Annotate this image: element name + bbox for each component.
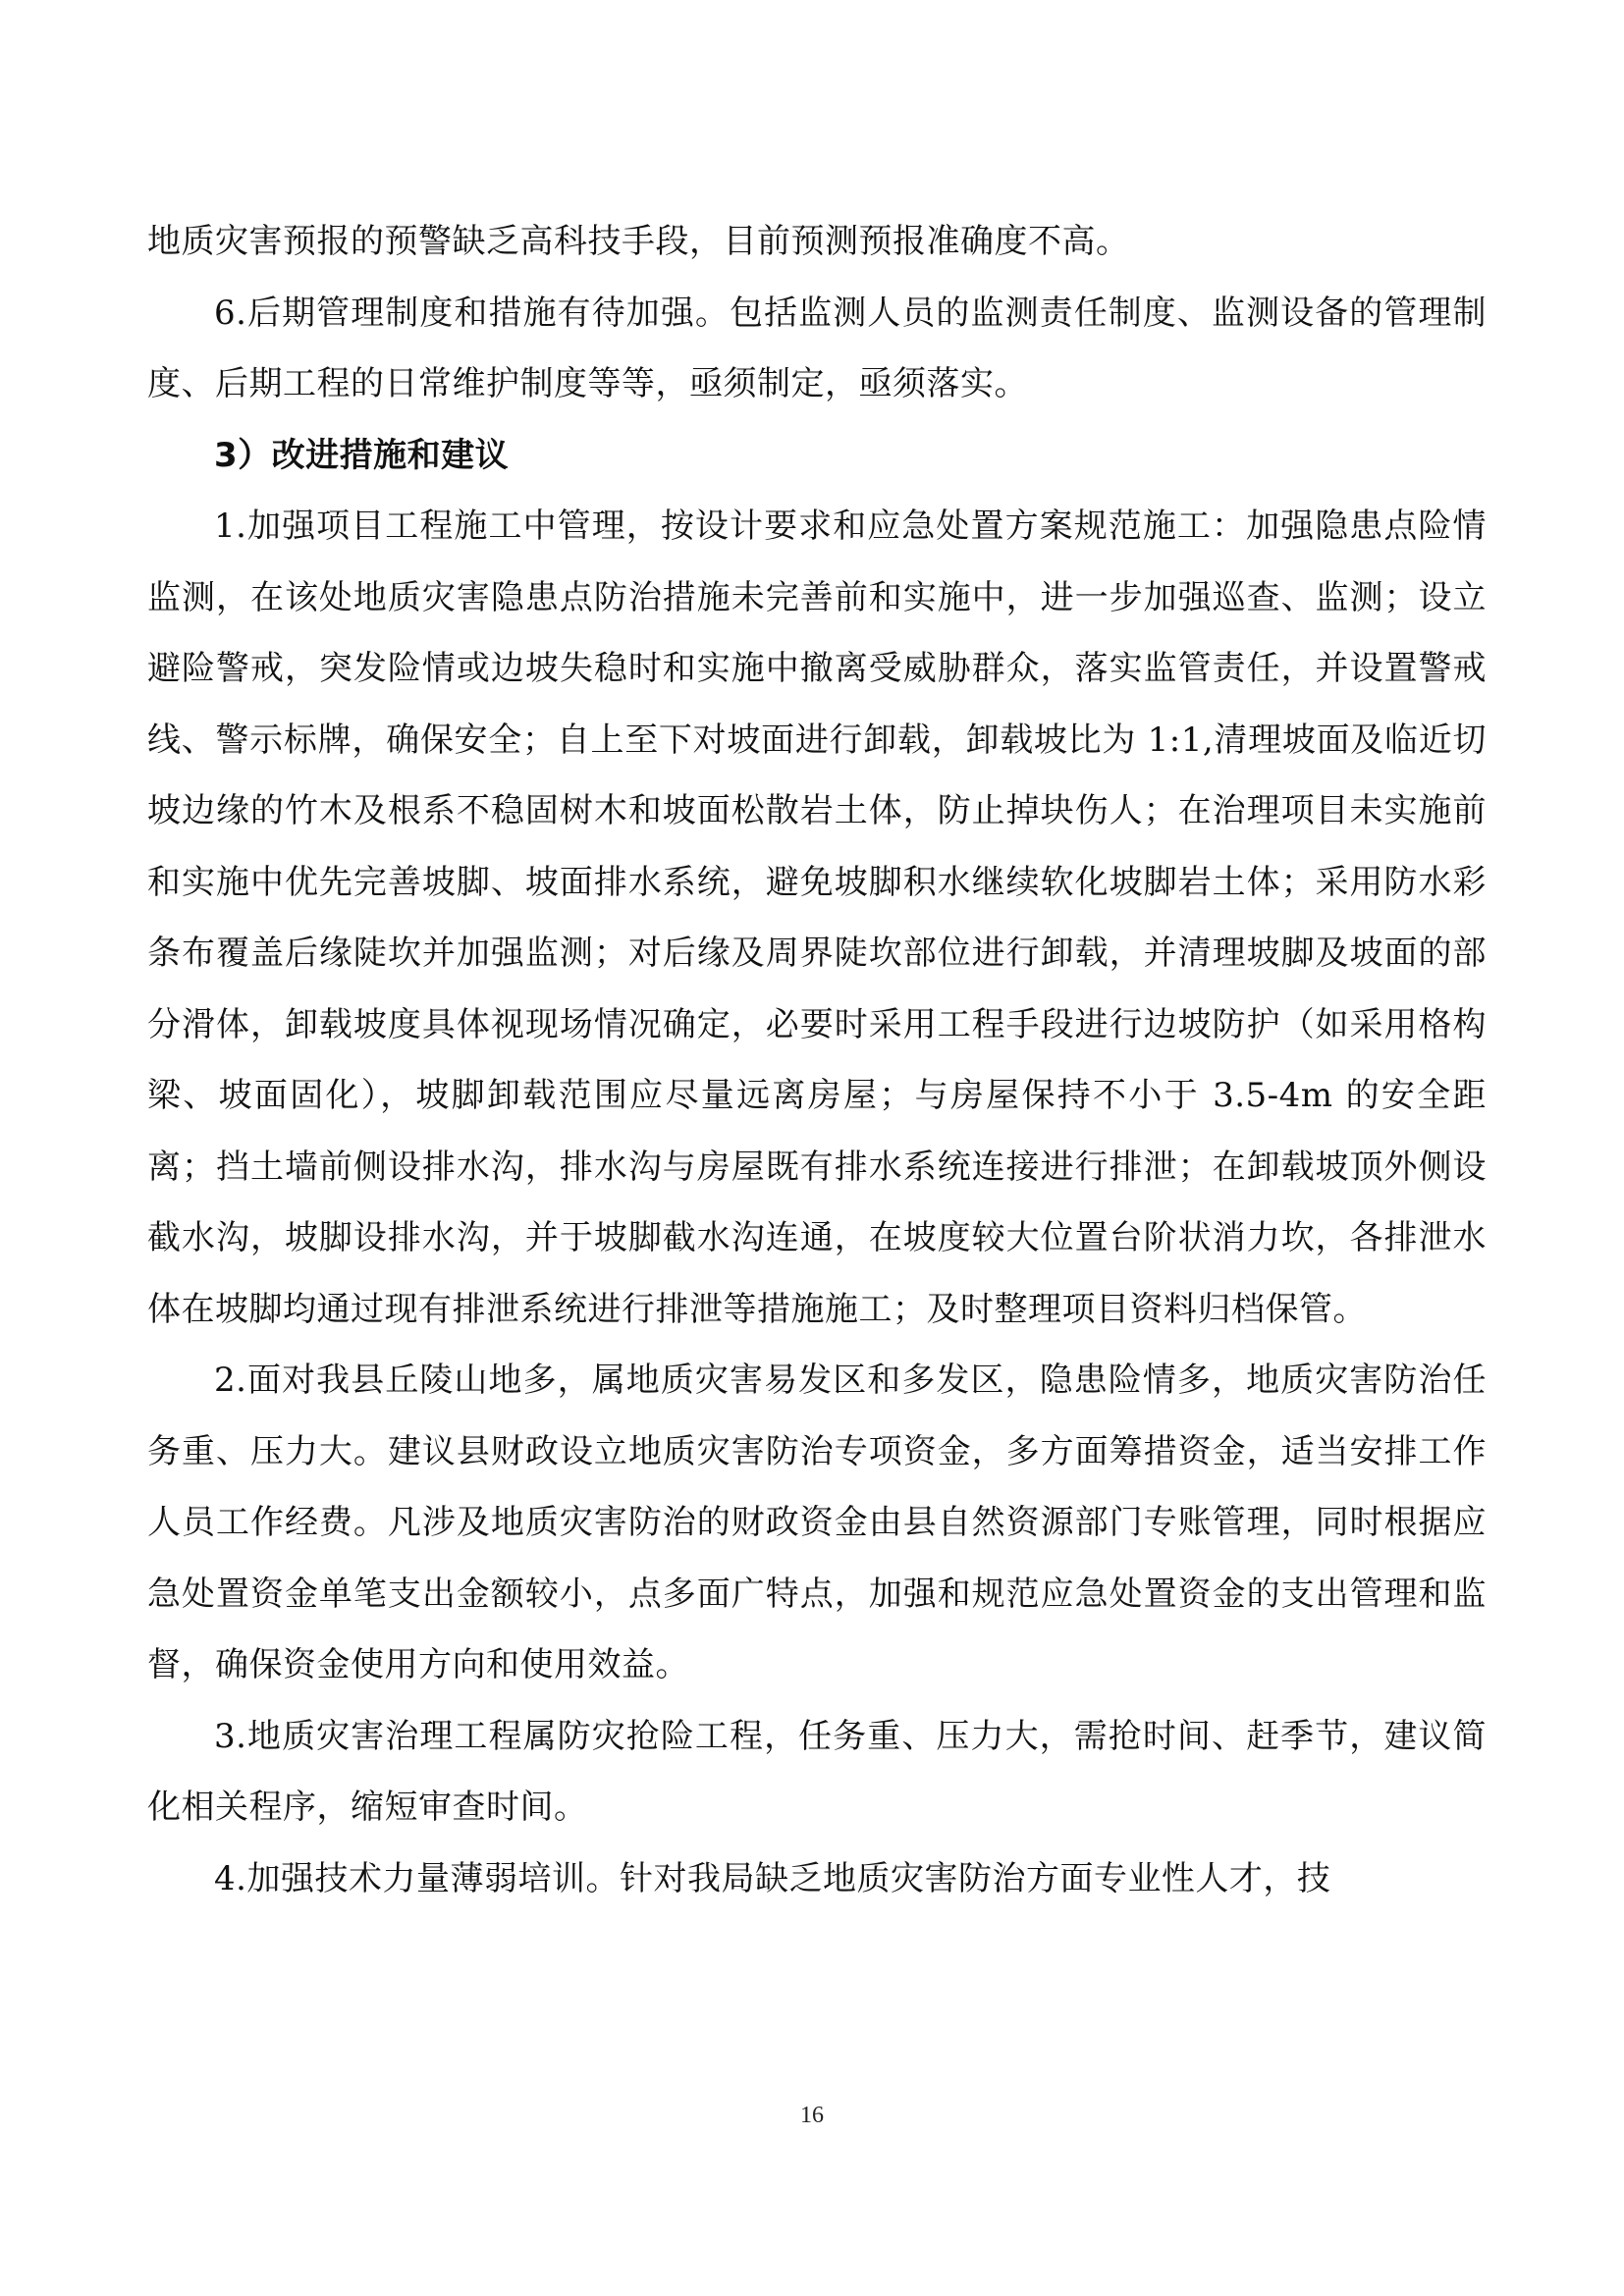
paragraph-item-1: 1.加强项目工程施工中管理，按设计要求和应急处置方案规范施工：加强隐患点险情监测，在该处地质灾害隐患点防治措施未完善前和实施中，进一步加强巡查、监测；设立避险警戒，突发险情或边坡失稳时和实施中撤离受威胁群众，落实监管责任，并设置警戒线、警示标牌，确保安全；自上至下对坡面进行卸载，卸载坡比为 1:1,清理坡面及临近切坡边缘的竹木及根系不稳固树木和坡面松散岩土体，防止掉块伤人；在治理项目未实施前和实施中优先完善坡脚、坡面排水系统，避免坡脚积水继续软化坡脚岩土体；采用防水彩条布覆盖后缘陡坎并加强监测；对后缘及周界陡坎部位进行卸载，并清理坡脚及坡面的部分滑体，卸载坡度具体视现场情况确定，必要时采用工程手段进行边坡防护（如采用格构梁、坡面固化），坡脚卸载范围应尽量远离房屋；与房屋保持不小于 3.5-4m 的安全距离；挡土墙前侧设排水沟，排水沟与房屋既有排水系统连接进行排泄；在卸载坡顶外侧设截水沟，坡脚设排水沟，并于坡脚截水沟连通，在坡度较大位置台阶状消力坎，各排泄水体在坡脚均通过现有排泄系统进行排泄等措施施工；及时整理项目资料归档保管。	[147, 507, 1487, 1329]
paragraph-item-2: 2.面对我县丘陵山地多，属地质灾害易发区和多发区，隐患险情多，地质灾害防治任务重、压力大。建议县财政设立地质灾害防治专项资金，多方面筹措资金，适当安排工作人员工作经费。凡涉及地质灾害防治的财政资金由县自然资源部门专账管理，同时根据应急处置资金单笔支出金额较小，点多面广特点，加强和规范应急处置资金的支出管理和监督，确保资金使用方向和使用效益。	[147, 1361, 1487, 1684]
section-heading: 3）改进措施和建议	[214, 435, 510, 475]
paragraph-item-3: 3.地质灾害治理工程属防灾抢险工程，任务重、压力大，需抢时间、赶季节，建议简化相关程序，缩短审查时间。	[147, 1716, 1487, 1827]
paragraph-continued: 地质灾害预报的预警缺乏高科技手段，目前预测预报准确度不高。	[147, 222, 1130, 261]
paragraph-item-6: 6.后期管理制度和措施有待加强。包括监测人员的监测责任制度、监测设备的管理制度、后期工程的日常维护制度等等，亟须制定，亟须落实。	[147, 293, 1487, 403]
paragraph-item-4: 4.加强技术力量薄弱培训。针对我局缺乏地质灾害防治方面专业性人才，技	[214, 1858, 1331, 1898]
page-number: 16	[800, 2103, 824, 2128]
document-body	[147, 206, 1487, 1914]
